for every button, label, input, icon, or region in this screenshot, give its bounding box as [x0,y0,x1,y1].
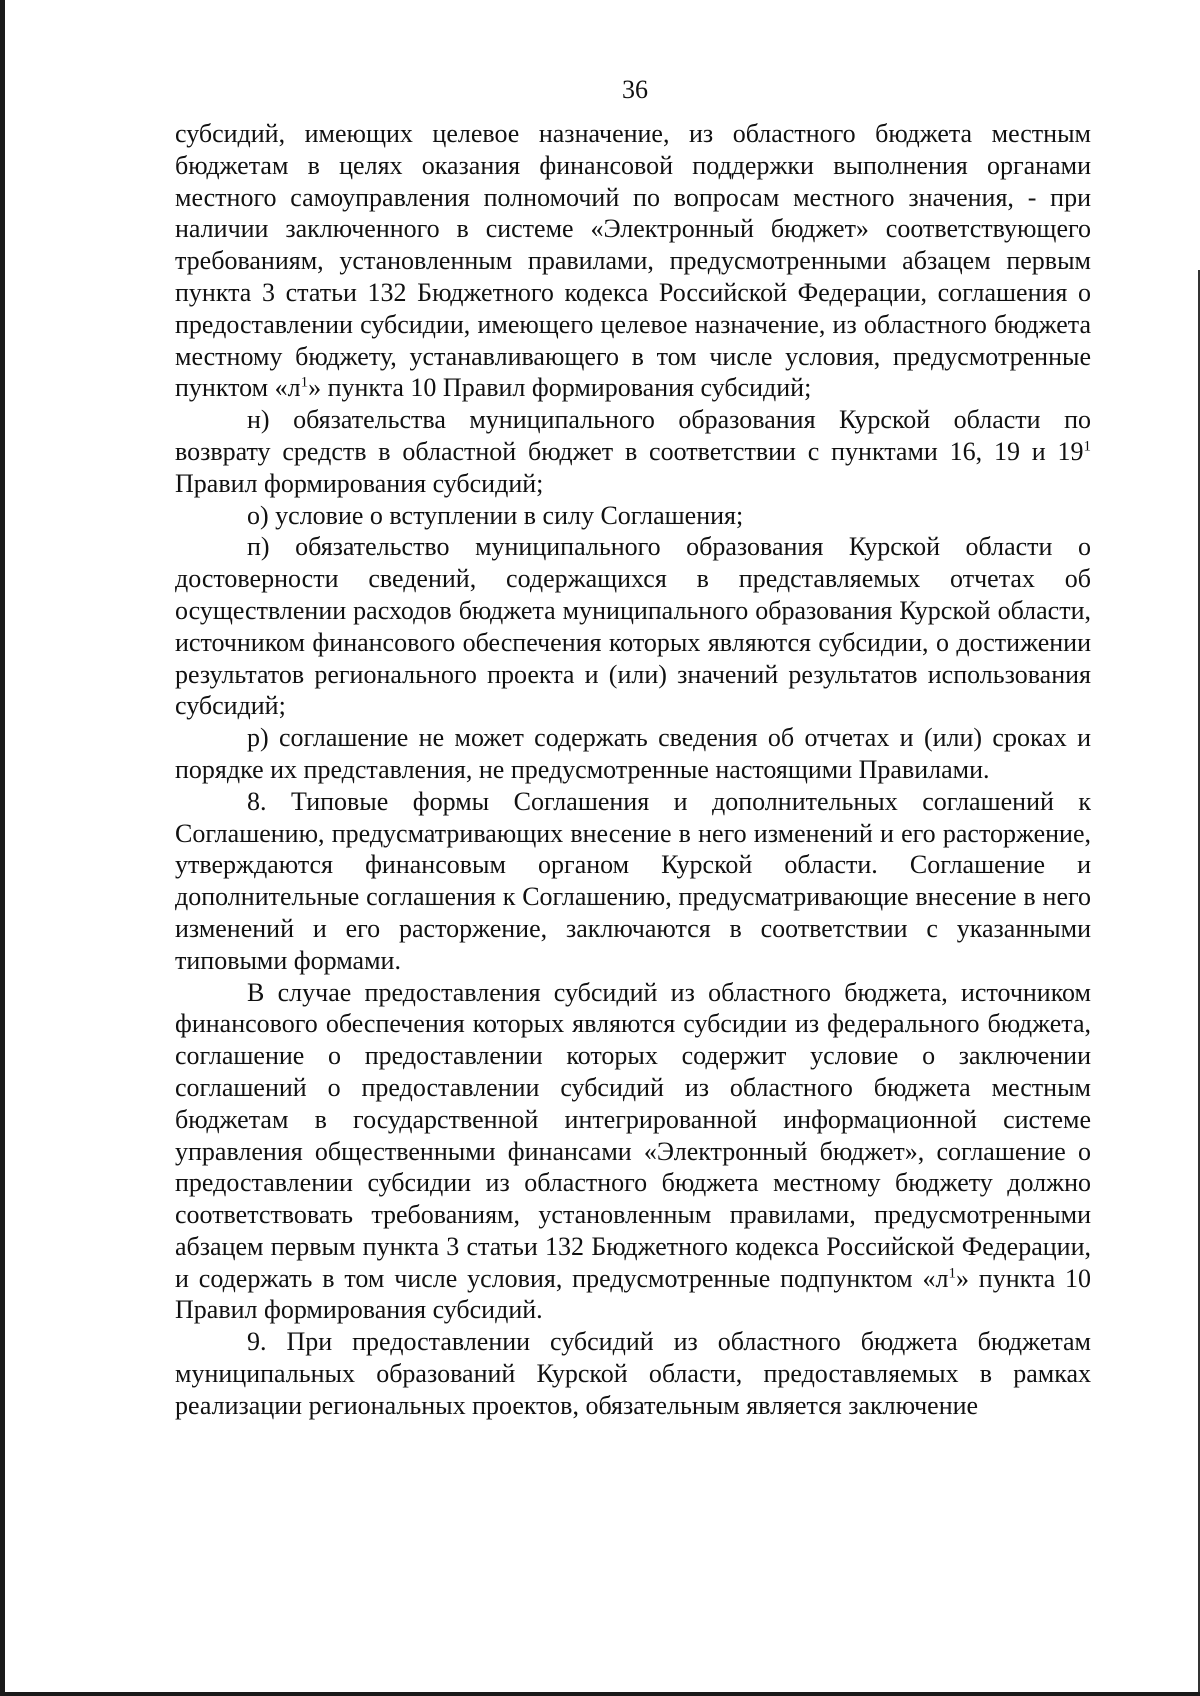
paragraph-text: субсидий, имеющих целевое назначение, из областного бюджета местным бюджетам в целях оказания финансовой поддержки выполнения органами местного самоуправления полномочий по вопросам местного значения, - при наличии заключенного в системе «Электронный бюджет» соответствующего требованиям, установленным правилами, предусмотренными абзацем первым пункта 3 статьи 132 Бюджетного кодекса Российской Федерации, соглашения о предоставлении субсидии, имеющего целевое назначение, из областного бюджета местному бюджету, устанавливающего в том числе условия, предусмотренные пунктом «л [175,119,1091,403]
paragraph [175,118,1091,404]
paragraph-text: В случае предоставления субсидий из областного бюджета, источником финансового обеспечения которых являются субсидии из федерального бюджета, соглашение о предоставлении которых содержит условие о заключении соглашений о предоставлении субсидий из областного бюджета местным бюджетам в государственной интегрированной информационной системе управления общественными финансами «Электронный бюджет», соглашение о предоставлении субсидии из областного бюджета местному бюджету должно соответствовать требованиям, установленным правилами, предусмотренными абзацем первым пункта 3 статьи 132 Бюджетного кодекса Российской Федерации, и содержать в том числе условия, предусмотренные подпунктом «л [175,977,1091,1293]
paragraph-text: р) соглашение не может содержать сведения об отчетах и (или) сроках и порядке их представления, не предусмотренные настоящими Правилами. [175,723,1091,784]
paragraph [175,500,1091,532]
paragraph [175,722,1091,786]
paragraph-text: о) условие о вступлении в силу Соглашения; [247,500,744,530]
paragraph [175,1326,1091,1421]
superscript: 1 [300,374,309,391]
scan-border-bottom [0,1692,1200,1696]
paragraph [175,786,1091,977]
page-number: 36 [622,75,648,104]
paragraph [175,977,1091,1327]
paragraph-text: » пункта 10 Правил формирования субсидий. [175,1263,1092,1325]
paragraph-text: » пункта 10 Правил формирования субсидий; [308,373,812,403]
paragraph-text: п) обязательство муниципального образования Курской области о достоверности сведений, содержащихся в представляемых отчетах об осуществлении расходов бюджета муниципального образования Курской области, источником финансового обеспечения которых являются субсидии, о достижении результатов регионального проекта и (или) значений результатов использования субсидий; [175,532,1091,721]
paragraph-text: 9. При предоставлении субсидий из областного бюджета бюджетам муниципальных образований Курской области, предоставляемых в рамках реализации региональных проектов, обязательным является заключение [175,1327,1091,1420]
paragraph-text: н) обязательства муниципального образования Курской области по возврату средств в областной бюджет в соответствии с пунктами 16, 19 и 19 [175,405,1091,466]
scan-border-left [0,0,5,1696]
paragraph-text: 8. Типовые формы Соглашения и дополнительных соглашений к Соглашению, предусматривающих внесение в него изменений и его расторжение, утверждаются финансовым органом Курской области. Соглашение и дополнительные соглашения к Соглашению, предусматривающие внесение в него изменений и его расторжение, заключаются в соответствии с указанными типовыми формами. [175,786,1091,975]
paragraph [175,404,1091,499]
paragraph-text: Правил формирования субсидий; [175,468,544,498]
paragraph [175,531,1091,722]
document-body [175,118,1091,1422]
superscript: 1 [948,1265,956,1282]
superscript: 1 [1083,438,1091,455]
